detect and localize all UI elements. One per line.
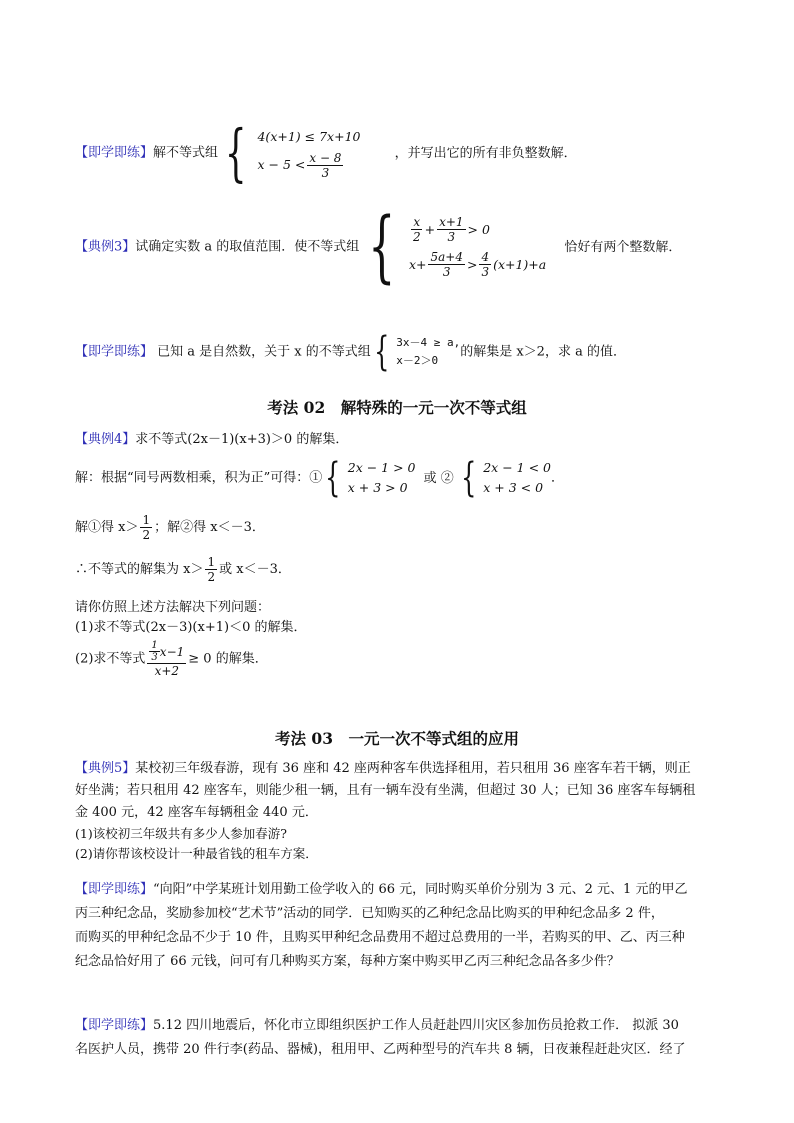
denominator: 2	[412, 230, 421, 244]
inequality-system: { 3x－4 ≥ a, x－2＞0	[373, 329, 461, 375]
instruction: 请你仿照上述方法解决下列问题：	[75, 600, 271, 615]
line: 某校初三年级春游，现有 36 座和 42 座两种客车供选择租用，若只租用 36 座客车若干辆，则正	[135, 761, 691, 776]
section-heading: 考法 02 解特殊的一元一次不等式组	[267, 398, 527, 417]
tag: 【即学即练】	[75, 1018, 154, 1033]
line: 5.12 四川地震后，怀化市立即组织医护工作人员赶赴四川灾区参加伤员抢救工作． 拟派 30	[153, 1018, 679, 1033]
row: x − 5 <	[257, 157, 306, 172]
denominator: x+2	[154, 664, 180, 678]
solution-step	[75, 513, 265, 542]
tag: 【即学即练】	[75, 882, 154, 897]
numerator: 1	[151, 640, 158, 651]
denominator: 3	[481, 265, 490, 279]
tag: 【即学即练】	[75, 145, 154, 161]
tail: ，并写出它的所有非负整数解．	[394, 145, 577, 161]
row: 2x − 1 > 0	[347, 460, 416, 475]
system-2: { 2x − 1 < 0 x + 3 < 0	[460, 455, 551, 501]
or-text: 或 ②	[423, 470, 454, 486]
denominator: 3	[321, 165, 330, 180]
row: 3x－4 ≥ a,	[396, 336, 461, 349]
numerator: x−1	[159, 644, 185, 659]
tag: 【典例4】	[75, 432, 136, 447]
end: ．	[550, 470, 564, 486]
row: 2x − 1 < 0	[483, 460, 551, 475]
denominator: 3	[151, 652, 158, 663]
question-1: (1)求不等式(2x－3)(x+1)＜0 的解集．	[75, 620, 307, 635]
tail: 的解集是 x＞2，求 a 的值．	[460, 344, 626, 360]
tag: 【即学即练】	[75, 344, 154, 360]
row: x + 3 > 0	[347, 480, 408, 495]
example-5	[75, 758, 723, 864]
line: 好坐满；若只租用 42 座客车，则能少租一辆，且有一辆车没有坐满，但超过 30 人；已知 36 座客车每辆租	[75, 783, 696, 798]
line: “向阳”中学某班计划用勤工俭学收入的 66 元，同时购买单价分别为 3 元、2 元、1 元的甲乙	[153, 882, 688, 897]
numerator: x − 8	[309, 150, 342, 165]
problem-3	[75, 329, 626, 375]
lhs: x+	[408, 256, 427, 272]
numerator: 1	[142, 513, 151, 527]
line: 金 400 元，42 座客车每辆租金 440 元．	[75, 805, 318, 820]
inequality-system: { 4(x+1) ≤ 7x+10 x − 5 < $\frac{x - 8}{3}$	[224, 116, 361, 189]
denominator: 3	[442, 265, 451, 279]
denominator: 2	[142, 528, 151, 542]
line: 而购买的甲种纪念品不少于 10 件，且购买甲种纪念品费用不超过总费用的一半，若购买的甲、乙、丙三种	[75, 930, 685, 945]
text: 已知 a 是自然数，关于 x 的不等式组	[153, 344, 371, 360]
text: ∴不等式的解集为 x＞	[75, 562, 204, 577]
line: 丙三种纪念品，奖励参加校“艺术节”活动的同学．已知购买的乙种纪念品比购买的甲种纪念品多 2 件，	[75, 906, 664, 921]
numerator: 5a+4	[430, 250, 463, 264]
text: 试确定实数 a 的取值范围．使不等式组	[135, 239, 360, 255]
numerator: 1	[207, 555, 216, 569]
example-4	[75, 428, 348, 447]
text: ≥ 0 的解集．	[188, 651, 268, 667]
text: (2)求不等式	[75, 651, 146, 667]
line: (2)请你帮该校设计一种最省钱的租车方案．	[75, 846, 318, 861]
tag: 【典例5】	[75, 761, 136, 776]
text: 解①得 x＞	[75, 520, 139, 535]
row: x－2＞0	[396, 354, 439, 367]
numerator: x	[413, 215, 421, 229]
rhs: (x+1)+a	[493, 256, 547, 272]
line: 名医护人员，携带 20 件行李(药品、器械)，租用甲、乙两种型号的汽车共 8 辆，日夜兼程赶赴灾区．经了	[75, 1042, 686, 1057]
row: x + 3 < 0	[483, 480, 544, 495]
practice-3	[75, 1014, 723, 1062]
problem-1	[75, 116, 577, 189]
practice-2	[75, 878, 723, 974]
denominator: 3	[447, 230, 456, 244]
section-heading: 考法 03 一元一次不等式组的应用	[275, 729, 519, 748]
text: 解：根据“同号两数相乘，积为正”可得：①	[75, 470, 323, 486]
inequality-system: { $\frac{x}{2}$ + $\frac{x+1}{3}$ > 0 x+ $\frac{5a+4}{3}$ > $\frac{4}{3}$ (x+1)+a	[368, 202, 547, 292]
numerator: 4	[481, 250, 490, 264]
line: 纪念品恰好用了 66 元钱，问可有几种购买方案，每种方案中购买甲乙丙三种纪念品各多少件？	[75, 954, 620, 969]
solution-result	[75, 555, 291, 584]
problem-2	[75, 202, 682, 292]
line: (1)该校初三年级共有多少人参加春游?	[75, 826, 287, 841]
denominator: 2	[207, 570, 216, 584]
rhs: > 0	[467, 221, 490, 237]
tag: 【典例3】	[75, 239, 136, 255]
tail: 恰好有两个整数解．	[564, 239, 682, 255]
system-1: { 2x − 1 > 0 x + 3 > 0	[325, 455, 416, 501]
text: 求不等式(2x－1)(x+3)＞0 的解集．	[135, 432, 349, 447]
text: 解不等式组	[153, 145, 219, 161]
text: 或 x＜－3．	[219, 562, 291, 577]
solution-line	[75, 455, 564, 501]
numerator: x+1	[439, 215, 464, 229]
question-2	[75, 640, 268, 678]
text: ；解②得 x＜－3．	[154, 520, 265, 535]
row: 4(x+1) ≤ 7x+10	[257, 128, 361, 144]
